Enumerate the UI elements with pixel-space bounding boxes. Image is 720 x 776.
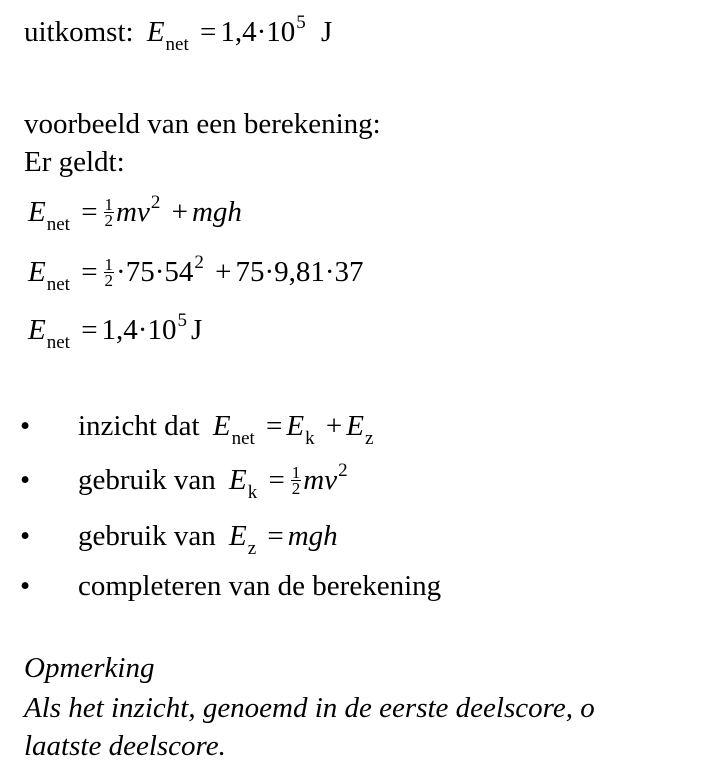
eq3-unit: J [190, 314, 203, 346]
criterion-1-equals: = [266, 410, 283, 442]
criterion-4-text: completeren van de berekening [78, 570, 442, 602]
power-base: 10 [266, 16, 296, 48]
equation-3 [28, 310, 203, 353]
criterion-3-e-z-sub: z [247, 538, 257, 559]
criterion-1-e-net: E [212, 410, 231, 442]
eq3-value: 1,4·10 [101, 314, 177, 346]
bullet-1: • [20, 410, 31, 442]
eq3-exp: 5 [177, 310, 187, 331]
result-line [24, 12, 333, 55]
criterion-1 [78, 410, 374, 449]
eq2-frac-den: 2 [104, 270, 114, 290]
criterion-2-rhs-exp: 2 [338, 460, 348, 481]
criterion-2-frac-num: 1 [291, 462, 301, 482]
equals-sign: = [200, 16, 217, 48]
eq2-lhs: E [28, 256, 46, 288]
bullet-2: • [20, 464, 31, 496]
criterion-1-e-z-sub: z [364, 428, 374, 449]
criterion-2-rhs: mv [303, 464, 338, 496]
criterion-3-rhs: mgh [287, 520, 338, 552]
power-exponent: 5 [296, 12, 306, 33]
criterion-2-equals: = [268, 464, 285, 496]
criterion-3-equals: = [267, 520, 284, 552]
example-intro: voorbeeld van een berekening: [24, 108, 381, 140]
eq2-fraction [104, 254, 115, 290]
criterion-2-e-k: E [228, 464, 247, 496]
eq2-plus: + [215, 256, 232, 288]
criterion-3-text: gebruik van [78, 520, 216, 552]
eq1-term1-exp: 2 [150, 192, 161, 213]
eq1-lhs: E [28, 196, 46, 228]
result-unit: J [321, 16, 333, 48]
result-label: uitkomst: [24, 16, 134, 48]
remark-line-1: Als het inzicht, genoemd in de eerste deelscore, o [24, 692, 595, 724]
criterion-2-fraction [291, 462, 302, 498]
energy-subscript: net [165, 34, 189, 55]
eq1-plus: + [171, 196, 188, 228]
eq1-fraction [104, 194, 115, 230]
bullet-4: • [20, 570, 31, 602]
criterion-1-e-net-sub: net [231, 428, 255, 449]
eq1-term2: mgh [191, 196, 242, 228]
eq2-potential-term: 75·9,81·37 [235, 256, 364, 288]
eq2-lhs-sub: net [46, 274, 70, 295]
result-value: 1,4 [220, 16, 257, 48]
bullet-3: • [20, 520, 31, 552]
criterion-3-e-z: E [228, 520, 247, 552]
criterion-3 [78, 520, 338, 559]
eq2-kinetic-exp: 2 [194, 252, 204, 273]
energy-symbol: E [146, 16, 165, 48]
criterion-2-text: gebruik van [78, 464, 216, 496]
criterion-1-text: inzicht dat [78, 410, 200, 442]
criterion-1-plus: + [325, 410, 343, 442]
eq3-equals: = [81, 314, 98, 346]
equation-1 [28, 192, 242, 235]
criterion-1-e-z: E [346, 410, 364, 442]
equation-2 [28, 252, 364, 295]
example-holds: Er geldt: [24, 146, 125, 178]
criterion-2 [78, 460, 348, 503]
eq1-equals: = [81, 196, 98, 228]
eq1-frac-den: 2 [104, 210, 114, 230]
criterion-1-e-k: E [286, 410, 305, 442]
eq3-lhs: E [28, 314, 46, 346]
eq3-lhs-sub: net [46, 332, 70, 353]
remark-title: Opmerking [24, 652, 155, 684]
eq2-kinetic-term: ·75·54 [116, 256, 194, 288]
eq2-frac-num: 1 [104, 254, 114, 274]
eq1-term1: mv [116, 196, 150, 228]
eq2-equals: = [81, 256, 98, 288]
eq1-frac-num: 1 [104, 194, 114, 214]
eq1-lhs-sub: net [46, 214, 70, 235]
criterion-2-e-k-sub: k [247, 482, 258, 503]
criterion-2-frac-den: 2 [291, 478, 301, 498]
criterion-1-e-k-sub: k [305, 428, 315, 449]
multiply-dot: · [256, 16, 267, 48]
remark-line-2: laatste deelscore. [24, 730, 226, 762]
